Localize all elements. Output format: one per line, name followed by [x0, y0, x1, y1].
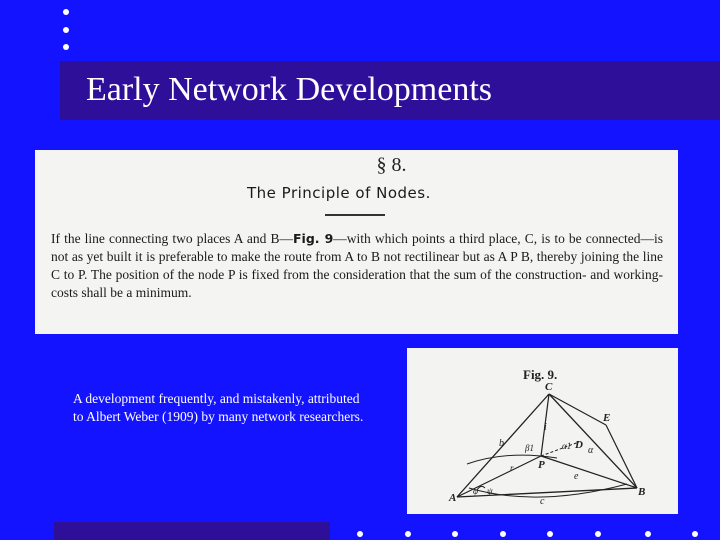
bottom-accent-bar: [54, 522, 330, 540]
slide-title: Early Network Developments: [86, 71, 492, 108]
label-r: r: [510, 463, 514, 473]
label-p: P: [538, 459, 545, 471]
excerpt-text-start: If the line connecting two places A and B—: [51, 231, 293, 246]
decorative-dot-left-1: [63, 9, 69, 15]
decorative-dot-bottom-2: [405, 531, 411, 537]
line-c-to-e: [549, 394, 606, 425]
decorative-dot-bottom-1: [357, 531, 363, 537]
decorative-dot-left-3: [63, 44, 69, 50]
figure-title: Fig. 9.: [523, 367, 558, 382]
figure-reference: Fig. 9: [293, 231, 334, 246]
line-p-to-a: [457, 456, 541, 497]
decorative-dot-left-2: [63, 27, 69, 33]
label-d: D: [575, 439, 583, 451]
label-b-edge: b: [499, 438, 504, 449]
decorative-dot-bottom-3: [452, 531, 458, 537]
label-a: A: [449, 492, 457, 504]
title-bar: [60, 61, 720, 120]
line-e-to-b: [606, 425, 637, 488]
slide-caption: A development frequently, and mistakenly, attributed to Albert Weber (1909) by many network researchers.: [73, 391, 364, 424]
section-number: § 8.: [376, 154, 407, 176]
label-i: i: [544, 422, 547, 433]
excerpt-text-rest: —with which points a third place, C, is to be connected—is not as yet built it is preferable to make the route from A to B not rectilinear but as A P B, thereby joining the line C to P. The position of the node P is fixed from the consideration that the sum of the construction- and working-costs shall be a minimum.: [51, 231, 663, 300]
principle-of-nodes-diagram: [407, 348, 678, 514]
book-excerpt-scan: [35, 150, 678, 334]
label-c-edge: c: [540, 496, 545, 507]
excerpt-body: [51, 230, 663, 302]
label-alpha1: α1: [562, 441, 572, 451]
label-beta1: β1: [525, 443, 534, 453]
label-c: C: [545, 381, 553, 393]
heading-rule: [325, 214, 385, 216]
label-e-edge: e: [574, 471, 579, 482]
decorative-dot-bottom-8: [692, 531, 698, 537]
decorative-dot-bottom-7: [645, 531, 651, 537]
section-heading: The Principle of Nodes.: [247, 184, 431, 202]
label-psi: ψ: [487, 486, 493, 496]
label-e: E: [603, 412, 611, 424]
label-b: B: [638, 486, 646, 498]
line-p-to-d: [541, 442, 579, 456]
decorative-dot-bottom-5: [547, 531, 553, 537]
decorative-dot-bottom-6: [595, 531, 601, 537]
label-phi: φ: [473, 486, 478, 496]
label-alpha: α: [588, 445, 594, 456]
figure-9-diagram: [407, 348, 678, 514]
line-a-to-b: [457, 488, 637, 497]
decorative-dot-bottom-4: [500, 531, 506, 537]
